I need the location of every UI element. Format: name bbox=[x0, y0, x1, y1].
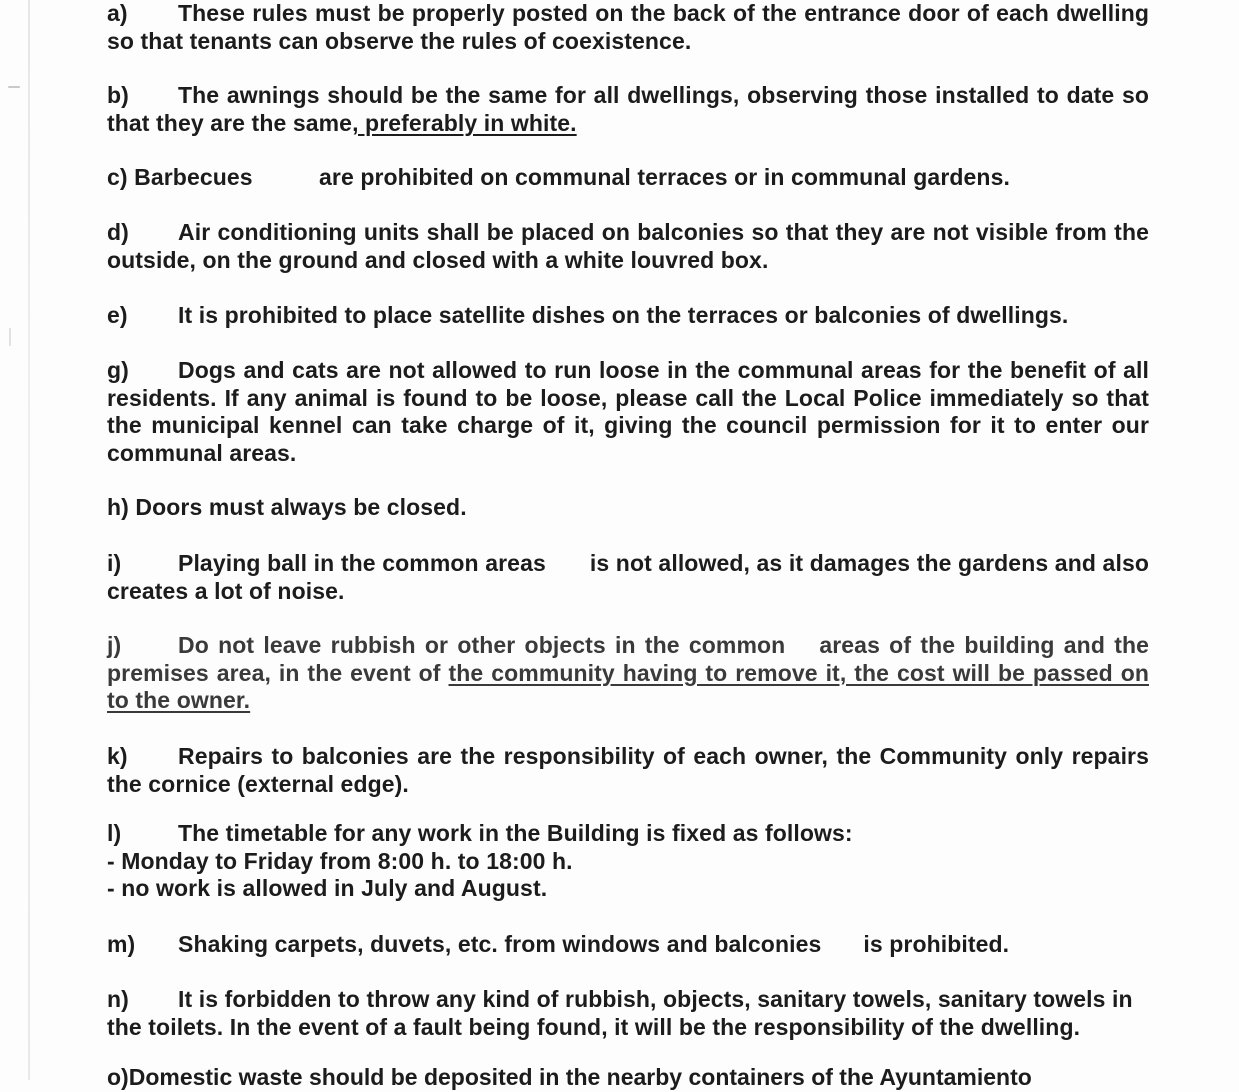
rule-l bbox=[107, 820, 1149, 903]
rule-n bbox=[107, 986, 1149, 1041]
rule-a bbox=[107, 0, 1149, 55]
rule-label: a) bbox=[107, 0, 128, 26]
scan-mark bbox=[8, 86, 20, 88]
rule-label: m) bbox=[107, 931, 136, 957]
rule-b bbox=[107, 82, 1149, 137]
rule-g bbox=[107, 357, 1149, 467]
rule-detail-line: - no work is allowed in July and August. bbox=[107, 875, 548, 901]
rule-label: k) bbox=[107, 743, 128, 769]
rule-i bbox=[107, 550, 1149, 605]
rule-label: e) bbox=[107, 302, 128, 328]
rule-k bbox=[107, 743, 1149, 798]
rule-label: d) bbox=[107, 219, 129, 245]
rule-text: These rules must be properly posted on the back of the entrance door of each dwelling so that tenants can observe the rules of coexistence. bbox=[107, 0, 1149, 54]
rule-text: Playing ball in the common areas bbox=[178, 550, 546, 576]
scan-border bbox=[28, 0, 30, 1080]
rule-text: o)Domestic waste should be deposited in the nearby containers of the Ayuntamiento bbox=[107, 1064, 1032, 1090]
rule-label: l) bbox=[107, 820, 122, 846]
rule-text: It is forbidden to throw any kind of rubbish, objects, sanitary towels, sanitary towels in the toilets. In the event of a fault being found, it will be the responsibility of the dwelling. bbox=[107, 986, 1133, 1040]
rule-label: c) Barbecues bbox=[107, 164, 253, 190]
rule-label: i) bbox=[107, 550, 122, 576]
rule-text: The awnings should be the same for all dwellings, observing those installed to date so that they are the same bbox=[107, 82, 1149, 136]
rule-text: Shaking carpets, duvets, etc. from windows and balconies bbox=[178, 931, 822, 957]
rule-underlined-text: , preferably in white. bbox=[352, 109, 577, 136]
rule-text: is not allowed, as it damages the gardens and also creates a lot of noise. bbox=[107, 550, 1149, 604]
rule-d bbox=[107, 219, 1149, 274]
rule-text: Repairs to balconies are the responsibility of each owner, the Community only repairs the cornice (external edge). bbox=[107, 743, 1149, 797]
rule-text: are prohibited on communal terraces or in communal gardens. bbox=[319, 164, 1010, 190]
rule-text: h) Doors must always be closed. bbox=[107, 494, 467, 520]
rule-label: j) bbox=[107, 632, 122, 658]
rule-text: The timetable for any work in the Building is fixed as follows: bbox=[178, 820, 853, 846]
rule-label: g) bbox=[107, 357, 129, 383]
rule-label: b) bbox=[107, 82, 129, 108]
rule-text: Air conditioning units shall be placed on balconies so that they are not visible from the outside, on the ground and closed with a white louvred box. bbox=[107, 219, 1149, 273]
rule-label: n) bbox=[107, 986, 129, 1012]
rule-h bbox=[107, 494, 1149, 522]
rule-text: areas of the building and the premises area, in the event of bbox=[107, 632, 1150, 686]
rule-c bbox=[107, 164, 1149, 192]
rule-text: It is prohibited to place satellite dishes on the terraces or balconies of dwellings. bbox=[178, 302, 1069, 328]
rule-m bbox=[107, 931, 1149, 959]
rule-detail-line: - Monday to Friday from 8:00 h. to 18:00 h. bbox=[107, 847, 573, 874]
scan-mark bbox=[9, 328, 11, 346]
rule-e bbox=[107, 302, 1149, 330]
rule-o bbox=[107, 1064, 1149, 1092]
rule-text: Do not leave rubbish or other objects in the common bbox=[178, 632, 786, 658]
rule-text: Dogs and cats are not allowed to run loose in the communal areas for the benefit of all residents. If any animal is found to be loose, please call the Local Police immediately so that the municipal kennel can take charge of it, giving the council permission for it to enter our communal areas. bbox=[107, 357, 1149, 466]
rule-underlined-text: the community having to remove it, the cost will be passed on to the owner. bbox=[107, 659, 1150, 713]
rule-text: is prohibited. bbox=[863, 931, 1010, 957]
rule-j bbox=[107, 632, 1149, 715]
